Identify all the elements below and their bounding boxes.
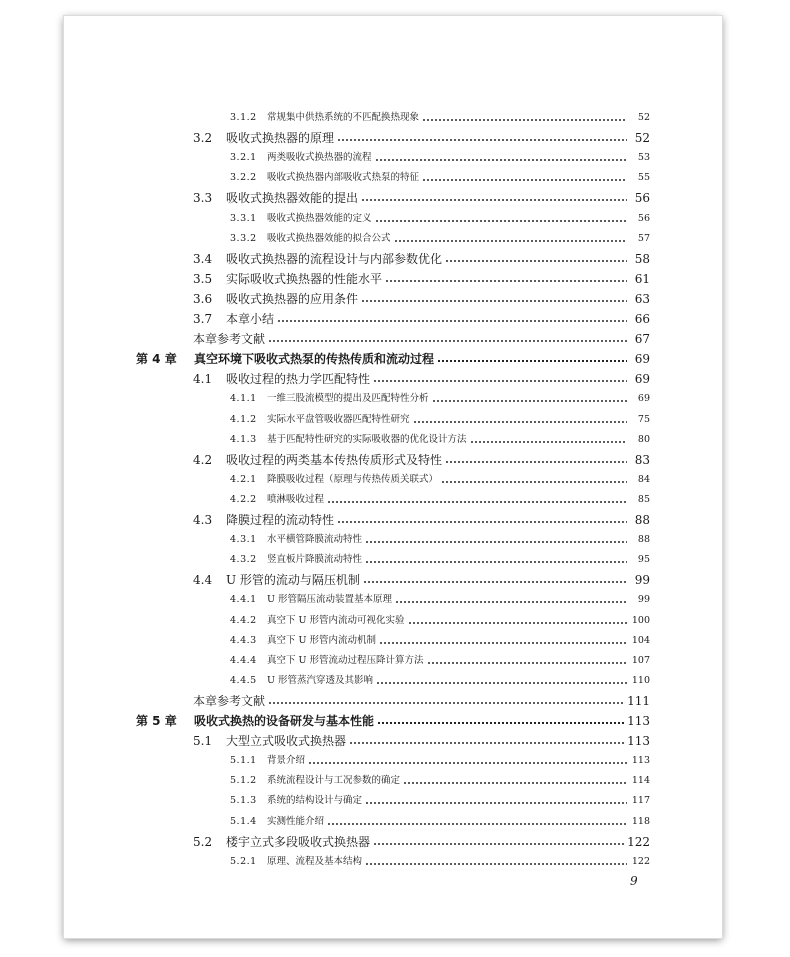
- toc-subsection-entry[interactable]: [230, 550, 650, 570]
- dot-leader: [422, 117, 627, 123]
- toc-entry-title: 真空环境下吸收式热泵的传热传质和流动过程: [194, 352, 435, 367]
- dot-leader: [268, 338, 627, 344]
- toc-entry-number: 3.3: [193, 191, 213, 206]
- toc-entry-title: 一维三股流模型的提出及匹配特性分析: [267, 393, 429, 405]
- dot-leader: [277, 318, 627, 324]
- toc-entry-title: 本章小结: [226, 312, 275, 326]
- toc-subsection-entry[interactable]: [230, 751, 650, 771]
- toc-entry-page: 80: [637, 433, 650, 445]
- toc-entry-number: 5.2.1: [230, 855, 257, 867]
- toc-entry-page: 56: [634, 191, 650, 206]
- toc-chapter-entry[interactable]: [136, 349, 650, 369]
- dot-leader: [470, 439, 627, 445]
- toc-entry-page: 113: [627, 734, 650, 749]
- toc-entry-title: U 形管蒸汽穿透及其影响: [267, 674, 374, 686]
- dot-leader: [373, 841, 624, 847]
- toc-section-entry[interactable]: [193, 128, 650, 148]
- toc-entry-page: 88: [637, 534, 650, 546]
- toc-entry-page: 57: [637, 232, 650, 244]
- toc-entry-page: 56: [637, 212, 650, 224]
- toc-entry-page: 69: [634, 372, 650, 387]
- dot-leader: [373, 378, 627, 384]
- toc-section-entry[interactable]: [193, 369, 650, 389]
- toc-entry-number: 5.1.3: [230, 795, 257, 807]
- toc-entry-number: 5.2: [193, 834, 213, 849]
- toc-section-entry[interactable]: [193, 289, 650, 309]
- toc-subsection-entry[interactable]: [230, 671, 650, 691]
- dot-leader: [403, 780, 627, 786]
- toc-subsection-entry[interactable]: [230, 812, 650, 832]
- toc-entry-page: 66: [634, 312, 650, 326]
- toc-section-entry[interactable]: [193, 329, 650, 349]
- toc-entry-page: 118: [631, 815, 650, 827]
- toc-entry-title: 真空下 U 形管内流动机制: [267, 634, 377, 646]
- toc-entry-page: 107: [631, 654, 650, 666]
- toc-entry-number: 4.4.3: [230, 634, 257, 646]
- toc-subsection-entry[interactable]: [230, 389, 650, 409]
- toc-entry-title: 吸收式换热器效能的提出: [226, 191, 359, 206]
- toc-entry-title: 楼宇立式多段吸收式换热器: [226, 834, 371, 849]
- toc-entry-page: 122: [631, 855, 650, 867]
- toc-entry-page: 113: [631, 755, 650, 767]
- dot-leader: [268, 700, 624, 706]
- dot-leader: [375, 157, 627, 163]
- toc-entry-number: 4.2: [193, 452, 213, 467]
- toc-entry-title: 原理、流程及基本结构: [267, 855, 363, 867]
- toc-entry-number: 3.2.1: [230, 152, 257, 164]
- toc-entry-title: U 形管隔压流动装置基本原理: [267, 594, 393, 606]
- toc-subsection-entry[interactable]: [230, 148, 650, 168]
- toc-section-entry[interactable]: [193, 731, 650, 751]
- dot-leader: [445, 459, 627, 465]
- toc-entry-page: 58: [634, 251, 650, 266]
- toc-entry-number: 4.1.2: [230, 413, 257, 425]
- toc-entry-page: 53: [637, 152, 650, 164]
- dot-leader: [327, 499, 627, 505]
- dot-leader: [363, 579, 627, 585]
- document-page: [64, 16, 722, 938]
- dot-leader: [337, 519, 627, 525]
- toc-entry-title: 吸收式换热器效能的定义: [267, 212, 372, 224]
- toc-chapter-entry[interactable]: [136, 711, 650, 731]
- toc-entry-title: 常规集中供热系统的不匹配换热现象: [267, 112, 420, 123]
- dot-leader: [437, 358, 627, 364]
- toc-entry-page: 88: [634, 513, 650, 527]
- toc-entry-page: 117: [631, 795, 650, 807]
- toc-entry-number: 4.3.1: [230, 534, 257, 546]
- toc-subsection-entry[interactable]: [230, 470, 650, 490]
- toc-entry-number: 5.1.4: [230, 815, 257, 827]
- toc-entry-title: 真空下 U 形管流动过程压降计算方法: [267, 654, 424, 666]
- toc-subsection-entry[interactable]: [230, 209, 650, 229]
- toc-subsection-entry[interactable]: [230, 168, 650, 188]
- toc-entry-page: 52: [637, 112, 650, 123]
- toc-entry-title: 吸收式换热器效能的拟合公式: [267, 232, 391, 244]
- dot-leader: [441, 479, 627, 485]
- dot-leader: [413, 419, 627, 425]
- dot-leader: [395, 599, 627, 605]
- toc-entry-page: 100: [631, 614, 650, 626]
- toc-entry-title: 吸收式换热器内部吸收式热泵的特征: [267, 172, 420, 184]
- toc-entry-number: 3.4: [193, 251, 213, 266]
- toc-entry-page: 85: [637, 493, 650, 505]
- toc-subsection-entry[interactable]: [230, 108, 650, 128]
- dot-leader: [394, 238, 627, 244]
- toc-entry-page: 83: [634, 452, 650, 467]
- toc-subsection-entry[interactable]: [230, 631, 650, 651]
- toc-entry-number: 4.4.4: [230, 654, 257, 666]
- toc-section-entry[interactable]: [193, 309, 650, 329]
- toc-entry-number: 4.4.1: [230, 594, 257, 606]
- toc-section-entry[interactable]: [193, 570, 650, 590]
- toc-entry-page: 99: [634, 573, 650, 588]
- toc-entry-title: 吸收式换热器的应用条件: [226, 291, 359, 306]
- toc-entry-title: 两类吸收式换热器的流程: [267, 152, 372, 164]
- toc-entry-title: 吸收式换热器的原理: [226, 131, 335, 146]
- toc-entry-number: 3.5: [193, 271, 213, 286]
- toc-entry-number: 3.7: [193, 312, 213, 326]
- toc-entry-number: 4.1: [193, 372, 213, 387]
- toc-entry-number: 5.1.1: [230, 755, 257, 767]
- dot-leader: [365, 539, 627, 545]
- toc-subsection-entry[interactable]: [230, 410, 650, 430]
- toc-entry-number: 5.1: [193, 734, 213, 749]
- toc-subsection-entry[interactable]: [230, 430, 650, 450]
- toc-subsection-entry[interactable]: [230, 229, 650, 249]
- toc-entry-number: 3.1.2: [230, 112, 257, 123]
- toc-entry-number: 3.2: [193, 131, 213, 146]
- dot-leader: [337, 137, 627, 143]
- toc-entry-title: 实际水平盘管吸收器匹配特性研究: [267, 413, 410, 425]
- toc-entry-page: 84: [637, 473, 650, 485]
- dot-leader: [361, 298, 627, 304]
- dot-leader: [361, 197, 627, 203]
- toc-entry-page: 114: [631, 775, 650, 787]
- toc-entry-title: 大型立式吸收式换热器: [226, 734, 347, 749]
- toc-entry-title: 实际吸收式换热器的性能水平: [226, 271, 383, 286]
- toc-entry-number: 4.4.2: [230, 614, 257, 626]
- toc-subsection-entry[interactable]: [230, 791, 650, 811]
- dot-leader: [445, 258, 627, 264]
- dot-leader: [422, 177, 627, 183]
- toc-entry-title: 吸收式换热的设备研发与基本性能: [194, 714, 375, 728]
- toc-entry-page: 95: [637, 554, 650, 566]
- toc-entry-number: 4.2.1: [230, 473, 257, 485]
- toc-entry-title: 吸收过程的两类基本传热传质形式及特性: [226, 452, 443, 467]
- toc-entry-number: 3.3.1: [230, 212, 257, 224]
- toc-entry-title: 真空下 U 形管内流动可视化实验: [267, 614, 405, 626]
- toc-entry-page: 67: [634, 332, 650, 347]
- toc-entry-title: 降膜吸收过程（原理与传热传质关联式）: [267, 473, 439, 485]
- toc-entry-title: 基于匹配特性研究的实际吸收器的优化设计方法: [267, 433, 467, 445]
- toc-section-entry[interactable]: [193, 691, 650, 711]
- toc-entry-number: 4.2.2: [230, 493, 257, 505]
- toc-section-entry[interactable]: [193, 450, 650, 470]
- toc-entry-page: 52: [634, 131, 650, 146]
- dot-leader: [327, 821, 627, 827]
- toc-subsection-entry[interactable]: [230, 651, 650, 671]
- toc-section-entry[interactable]: [193, 188, 650, 208]
- dot-leader: [308, 760, 627, 766]
- toc-subsection-entry[interactable]: [230, 852, 650, 872]
- toc-entry-title: 背景介绍: [267, 755, 306, 767]
- dot-leader: [427, 660, 627, 666]
- toc-entry-title: 降膜过程的流动特性: [226, 513, 335, 527]
- toc-entry-title: 喷淋吸收过程: [267, 493, 325, 505]
- toc-subsection-entry[interactable]: [230, 611, 650, 631]
- dot-leader: [379, 640, 627, 646]
- toc-entry-page: 69: [634, 352, 650, 367]
- toc-subsection-entry[interactable]: [230, 490, 650, 510]
- dot-leader: [349, 740, 624, 746]
- toc-entry-page: 110: [631, 674, 650, 686]
- toc-entry-page: 75: [637, 413, 650, 425]
- toc-entry-title: 竖直板片降膜流动特性: [267, 554, 363, 566]
- dot-leader: [408, 620, 627, 626]
- toc-entry-title: 水平横管降膜流动特性: [267, 534, 363, 546]
- toc-entry-number: 3.6: [193, 291, 213, 306]
- toc-entry-page: 61: [634, 271, 650, 286]
- toc-entry-page: 55: [637, 172, 650, 184]
- toc-entry-number: 3.3.2: [230, 232, 257, 244]
- toc-entry-page: 104: [631, 634, 650, 646]
- toc-entry-number: 第 5 章: [136, 714, 177, 728]
- toc-entry-title: 吸收过程的热力学匹配特性: [226, 372, 371, 387]
- toc-entry-page: 63: [634, 291, 650, 306]
- toc-subsection-entry[interactable]: [230, 530, 650, 550]
- toc-entry-page: 122: [627, 834, 650, 849]
- toc-entry-title: U 形管的流动与隔压机制: [226, 573, 360, 588]
- dot-leader: [385, 278, 627, 284]
- toc-entry-number: 第 4 章: [136, 352, 177, 367]
- dot-leader: [375, 218, 627, 224]
- toc-entry-number: 4.3: [193, 513, 213, 527]
- toc-subsection-entry[interactable]: [230, 771, 650, 791]
- toc-section-entry[interactable]: [193, 510, 650, 530]
- toc-entry-number: 5.1.2: [230, 775, 257, 787]
- toc-entry-number: 3.2.2: [230, 172, 257, 184]
- dot-leader: [432, 398, 627, 404]
- toc-entry-title: 本章参考文献: [193, 693, 266, 708]
- dot-leader: [376, 680, 627, 686]
- dot-leader: [365, 800, 627, 806]
- toc-entry-page: 113: [627, 714, 650, 728]
- toc-subsection-entry[interactable]: [230, 590, 650, 610]
- toc-entry-title: 系统的结构设计与确定: [267, 795, 363, 807]
- toc-entry-number: 4.3.2: [230, 554, 257, 566]
- toc-entry-page: 69: [637, 393, 650, 405]
- toc-entry-number: 4.4.5: [230, 674, 257, 686]
- toc-entry-number: 4.4: [193, 573, 213, 588]
- toc-entry-title: 本章参考文献: [193, 332, 266, 347]
- toc-entry-number: 4.1.1: [230, 393, 257, 405]
- toc-entry-title: 系统流程设计与工况参数的确定: [267, 775, 401, 787]
- toc-entry-title: 吸收式换热器的流程设计与内部参数优化: [226, 251, 443, 266]
- toc-entry-page: 99: [637, 594, 650, 606]
- toc-section-entry[interactable]: [193, 832, 650, 852]
- dot-leader: [365, 861, 627, 867]
- toc-entry-number: 4.1.3: [230, 433, 257, 445]
- dot-leader: [365, 559, 627, 565]
- toc-section-entry[interactable]: [193, 269, 650, 289]
- toc-section-entry[interactable]: [193, 249, 650, 269]
- page-number: 9: [630, 874, 638, 888]
- dot-leader: [377, 720, 624, 726]
- toc-entry-title: 实测性能介绍: [267, 815, 325, 827]
- toc-entry-page: 111: [627, 693, 650, 708]
